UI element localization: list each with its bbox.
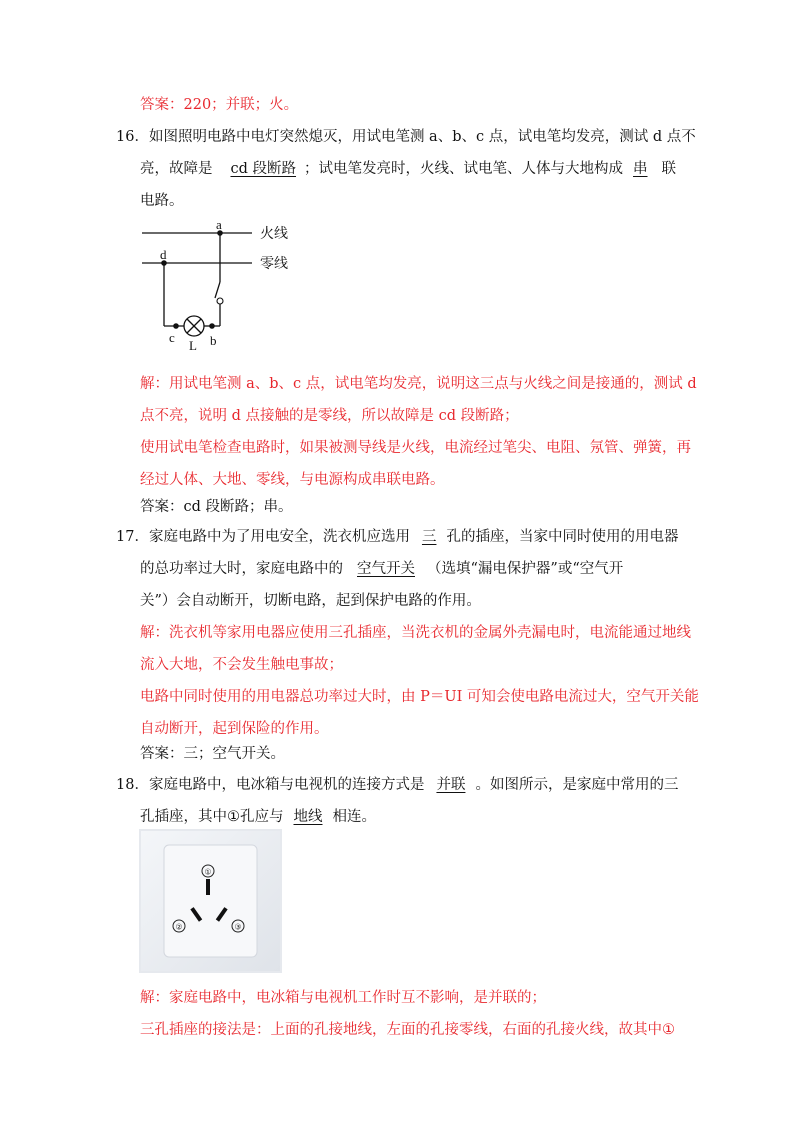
blank-answer-2: 地线 [293, 809, 323, 825]
circled-number: ① [227, 809, 240, 825]
three-hole-socket-image [139, 829, 282, 973]
question-text: 孔应与 [240, 809, 284, 825]
hole-1-number: ① [204, 867, 212, 877]
blank-answer-2: 空气开关 [357, 561, 415, 577]
hole-3-number: ③ [234, 922, 242, 932]
question-text: （选填“漏电保护器”或“空气开 [427, 561, 624, 577]
question-text: 亮，故障是 [140, 161, 213, 177]
question-text: 家庭电路中为了用电安全，洗衣机应选用 [148, 529, 410, 545]
explanation-17-line-1: 解：洗衣机等家用电器应使用三孔插座，当洗衣机的金属外壳漏电时，电流能通过地线 [140, 625, 691, 641]
live-label: 火线 [260, 227, 288, 242]
question-text: 的总功率过大时，家庭电路中的 [140, 561, 343, 577]
switch-contact [217, 298, 223, 304]
question-text: ；试电笔发亮时，火线、试电笔、人体与大地构成 [304, 161, 624, 177]
question-18-line-1 [116, 775, 678, 795]
label-L: L [189, 338, 197, 353]
question-18-line-2 [140, 807, 376, 827]
circled-number: ① [662, 1022, 675, 1038]
explanation-16-line-3: 使用试电笔检查电路时，如果被测导线是火线，电流经过笔尖、电阻、氖管、弹簧，再 [140, 440, 691, 456]
question-17-line-3: 关”）会自动断开，切断电路，起到保护电路的作用。 [140, 593, 481, 609]
explanation-text: 三孔插座的接法是：上面的孔接地线，左面的孔接零线，右面的孔接火线，故其中 [140, 1022, 662, 1038]
question-number: 17． [116, 529, 149, 545]
label-a: a [216, 218, 222, 232]
question-text: 孔插座，其中 [140, 809, 227, 825]
question-number: 18． [116, 777, 149, 793]
blank-answer-2: 串 [633, 161, 648, 177]
label-b: b [210, 333, 217, 348]
switch-blade [215, 282, 220, 298]
answer-15: 答案：220；并联；火。 [140, 97, 299, 113]
neutral-label: 零线 [260, 257, 288, 272]
explanation-18-line-2 [140, 1020, 675, 1040]
question-number: 16． [116, 129, 149, 145]
label-c: c [169, 330, 175, 345]
answer-17: 答案：三；空气开关。 [140, 746, 285, 762]
explanation-17-line-4: 自动断开，起到保险的作用。 [140, 721, 329, 737]
explanation-16-line-4: 经过人体、大地、零线，与电源构成串联电路。 [140, 472, 445, 488]
point-b [209, 323, 215, 329]
label-d: d [160, 247, 167, 262]
question-text: 家庭电路中，电冰箱与电视机的连接方式是 [148, 777, 425, 793]
question-text: 联 [661, 161, 677, 177]
question-16-line-3: 电路。 [140, 193, 184, 209]
blank-answer-1: 并联 [436, 777, 466, 793]
explanation-16-line-1: 解：用试电笔测 a、b、c 点，试电笔均发亮，说明这三点与火线之间是接通的，测试 d [140, 376, 697, 392]
question-text: 。如图所示，是家庭中常用的三 [475, 777, 679, 793]
explanation-17-line-3: 电路中同时使用的用电器总功率过大时，由 P＝UI 可知会使电路电流过大，空气开关能 [140, 689, 699, 705]
blank-answer-1: 三 [421, 529, 437, 545]
question-text: 孔的插座，当家中同时使用的用电器 [446, 529, 679, 545]
answer-16: 答案：cd 段断路；串。 [140, 499, 293, 515]
question-16-line-1 [116, 127, 696, 147]
earth-slot [206, 879, 210, 895]
question-16-line-2 [140, 159, 676, 179]
question-17-line-2 [140, 559, 623, 579]
blank-answer-1: cd 段断路 [230, 161, 297, 177]
explanation-17-line-2: 流入大地，不会发生触电事故； [140, 657, 343, 673]
point-c [173, 323, 179, 329]
hole-2-number: ② [175, 922, 183, 932]
explanation-18-line-1: 解：家庭电路中，电冰箱与电视机工作时互不影响，是并联的； [140, 990, 546, 1006]
explanation-16-line-2: 点不亮，说明 d 点接触的是零线，所以故障是 cd 段断路； [140, 408, 519, 424]
question-text: 相连。 [332, 809, 376, 825]
question-17-line-1 [116, 527, 678, 547]
question-text: 如图照明电路中电灯突然熄灭，用试电笔测 a、b、c 点，试电笔均发亮，测试 d 点不 [148, 129, 696, 145]
circuit-diagram [140, 218, 310, 353]
